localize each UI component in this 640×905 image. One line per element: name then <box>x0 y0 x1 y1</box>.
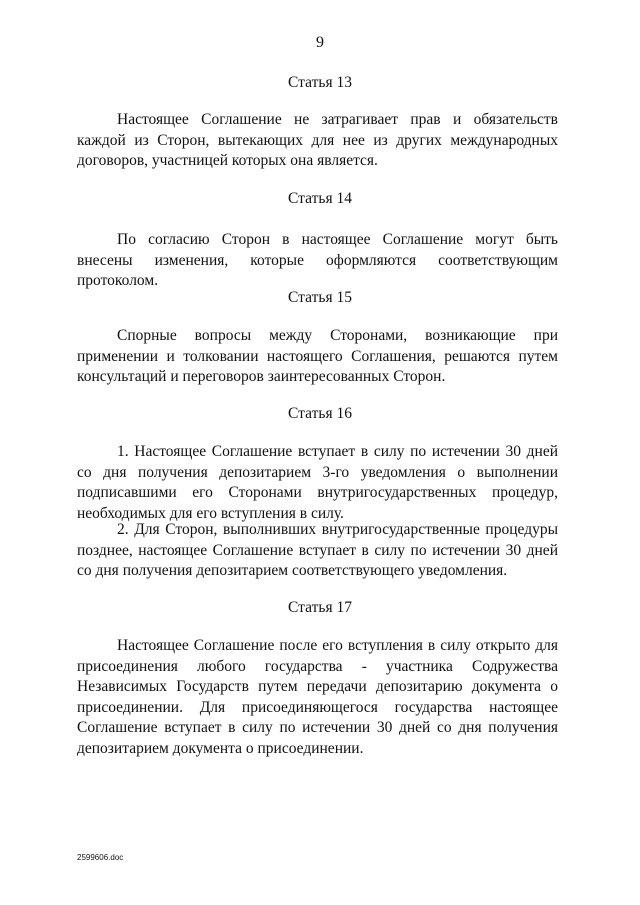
article-13-heading: Статья 13 <box>288 74 352 91</box>
article-15-heading: Статья 15 <box>288 289 352 306</box>
document-footer-filename: 2599606.doc <box>77 853 124 862</box>
article-14-paragraph: По согласию Сторон в настоящее Соглашение могут быть внесены изменения, которые оформляются соответствующим протоколом. <box>77 231 558 289</box>
article-17-heading: Статья 17 <box>288 599 352 616</box>
article-16-heading: Статья 16 <box>288 405 352 422</box>
page-number: 9 <box>316 34 324 51</box>
article-14-heading: Статья 14 <box>288 190 352 207</box>
article-15-paragraph: Спорные вопросы между Сторонами, возникающие при применении и толковании настоящего Соглашения, решаются путем консультаций и переговоров заинтересованных Сторон. <box>77 327 558 385</box>
article-13-paragraph: Настоящее Соглашение не затрагивает прав и обязательств каждой из Сторон, вытекающих для нее из других международных договоров, участницей которых она является. <box>77 111 558 169</box>
article-16-paragraph-2: 2. Для Сторон, выполнивших внутригосударственные процедуры позднее, настоящее Соглашение вступает в силу по истечении 30 дней со дня получения депозитарием соответствующего уведомления. <box>77 521 558 579</box>
article-17-paragraph: Настоящее Соглашение после его вступления в силу открыто для присоединения любого государства - участника Содружества Независимых Государств путем передачи депозитарию документа о присоединении. Для присоединяющегося государства настоящее Соглашение вступает в силу по истечении 30 дней со дня получения депозитарием документа о присоединении. <box>77 637 558 757</box>
article-16-paragraph-1: 1. Настоящее Соглашение вступает в силу по истечении 30 дней со дня получения депозитарием 3-го уведомления о выполнении подписавшими его Сторонами внутригосударственных процедур, необходимых для его вступления в силу. <box>77 443 558 522</box>
